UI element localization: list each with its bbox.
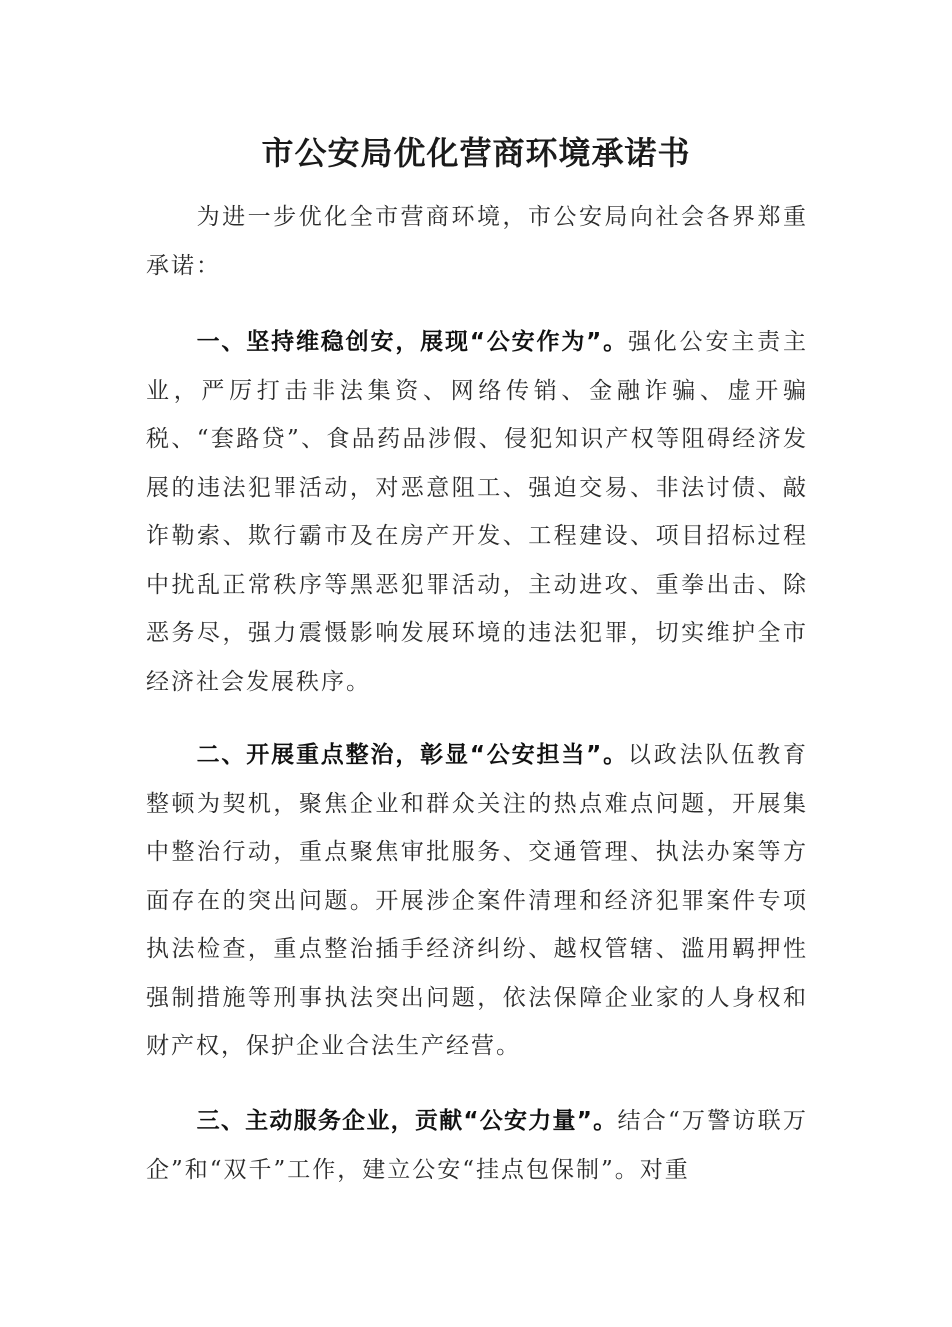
section-paragraph-3: [146, 1097, 808, 1194]
section-paragraph-1: [146, 318, 808, 706]
section-heading-3: 三、主动服务企业，贡献“公安力量”。: [196, 1108, 618, 1134]
section-text-3: 结合“万警访联万企”和“双千”工作，建立公安“挂点包保制”。对重: [146, 1108, 809, 1183]
document-title: 市公安局优化营商环境承诺书: [261, 134, 691, 173]
section-paragraph-2: [146, 731, 808, 1071]
intro-paragraph: 为进一步优化全市营商环境，市公安局向社会各界郑重承诺：: [146, 204, 808, 279]
section-heading-1: 一、坚持维稳创安，展现“公安作为”。: [196, 329, 628, 355]
section-text-1: 强化公安主责主业，严厉打击非法集资、网络传销、金融诈骗、虚开骗税、“套路贷”、食品药品涉假、侵犯知识产权等阻碍经济发展的违法犯罪活动，对恶意阻工、强迫交易、非法讨债、敲诈勒索、欺行霸市及在房产开发、工程建设、项目招标过程中扰乱正常秩序等黑恶犯罪活动，主动进攻、重拳出击、除恶务尽，强力震慑影响发展环境的违法犯罪，切实维护全市经济社会发展秩序。: [146, 329, 809, 695]
section-heading-2: 二、开展重点整治，彰显“公安担当”。: [196, 742, 628, 768]
section-text-2: 以政法队伍教育整顿为契机，聚焦企业和群众关注的热点难点问题，开展集中整治行动，重点聚焦审批服务、交通管理、执法办案等方面存在的突出问题。开展涉企案件清理和经济犯罪案件专项执法检查，重点整治插手经济纠纷、越权管辖、滥用羁押性强制措施等刑事执法突出问题，依法保障企业家的人身权和财产权，保护企业合法生产经营。: [146, 742, 809, 1059]
